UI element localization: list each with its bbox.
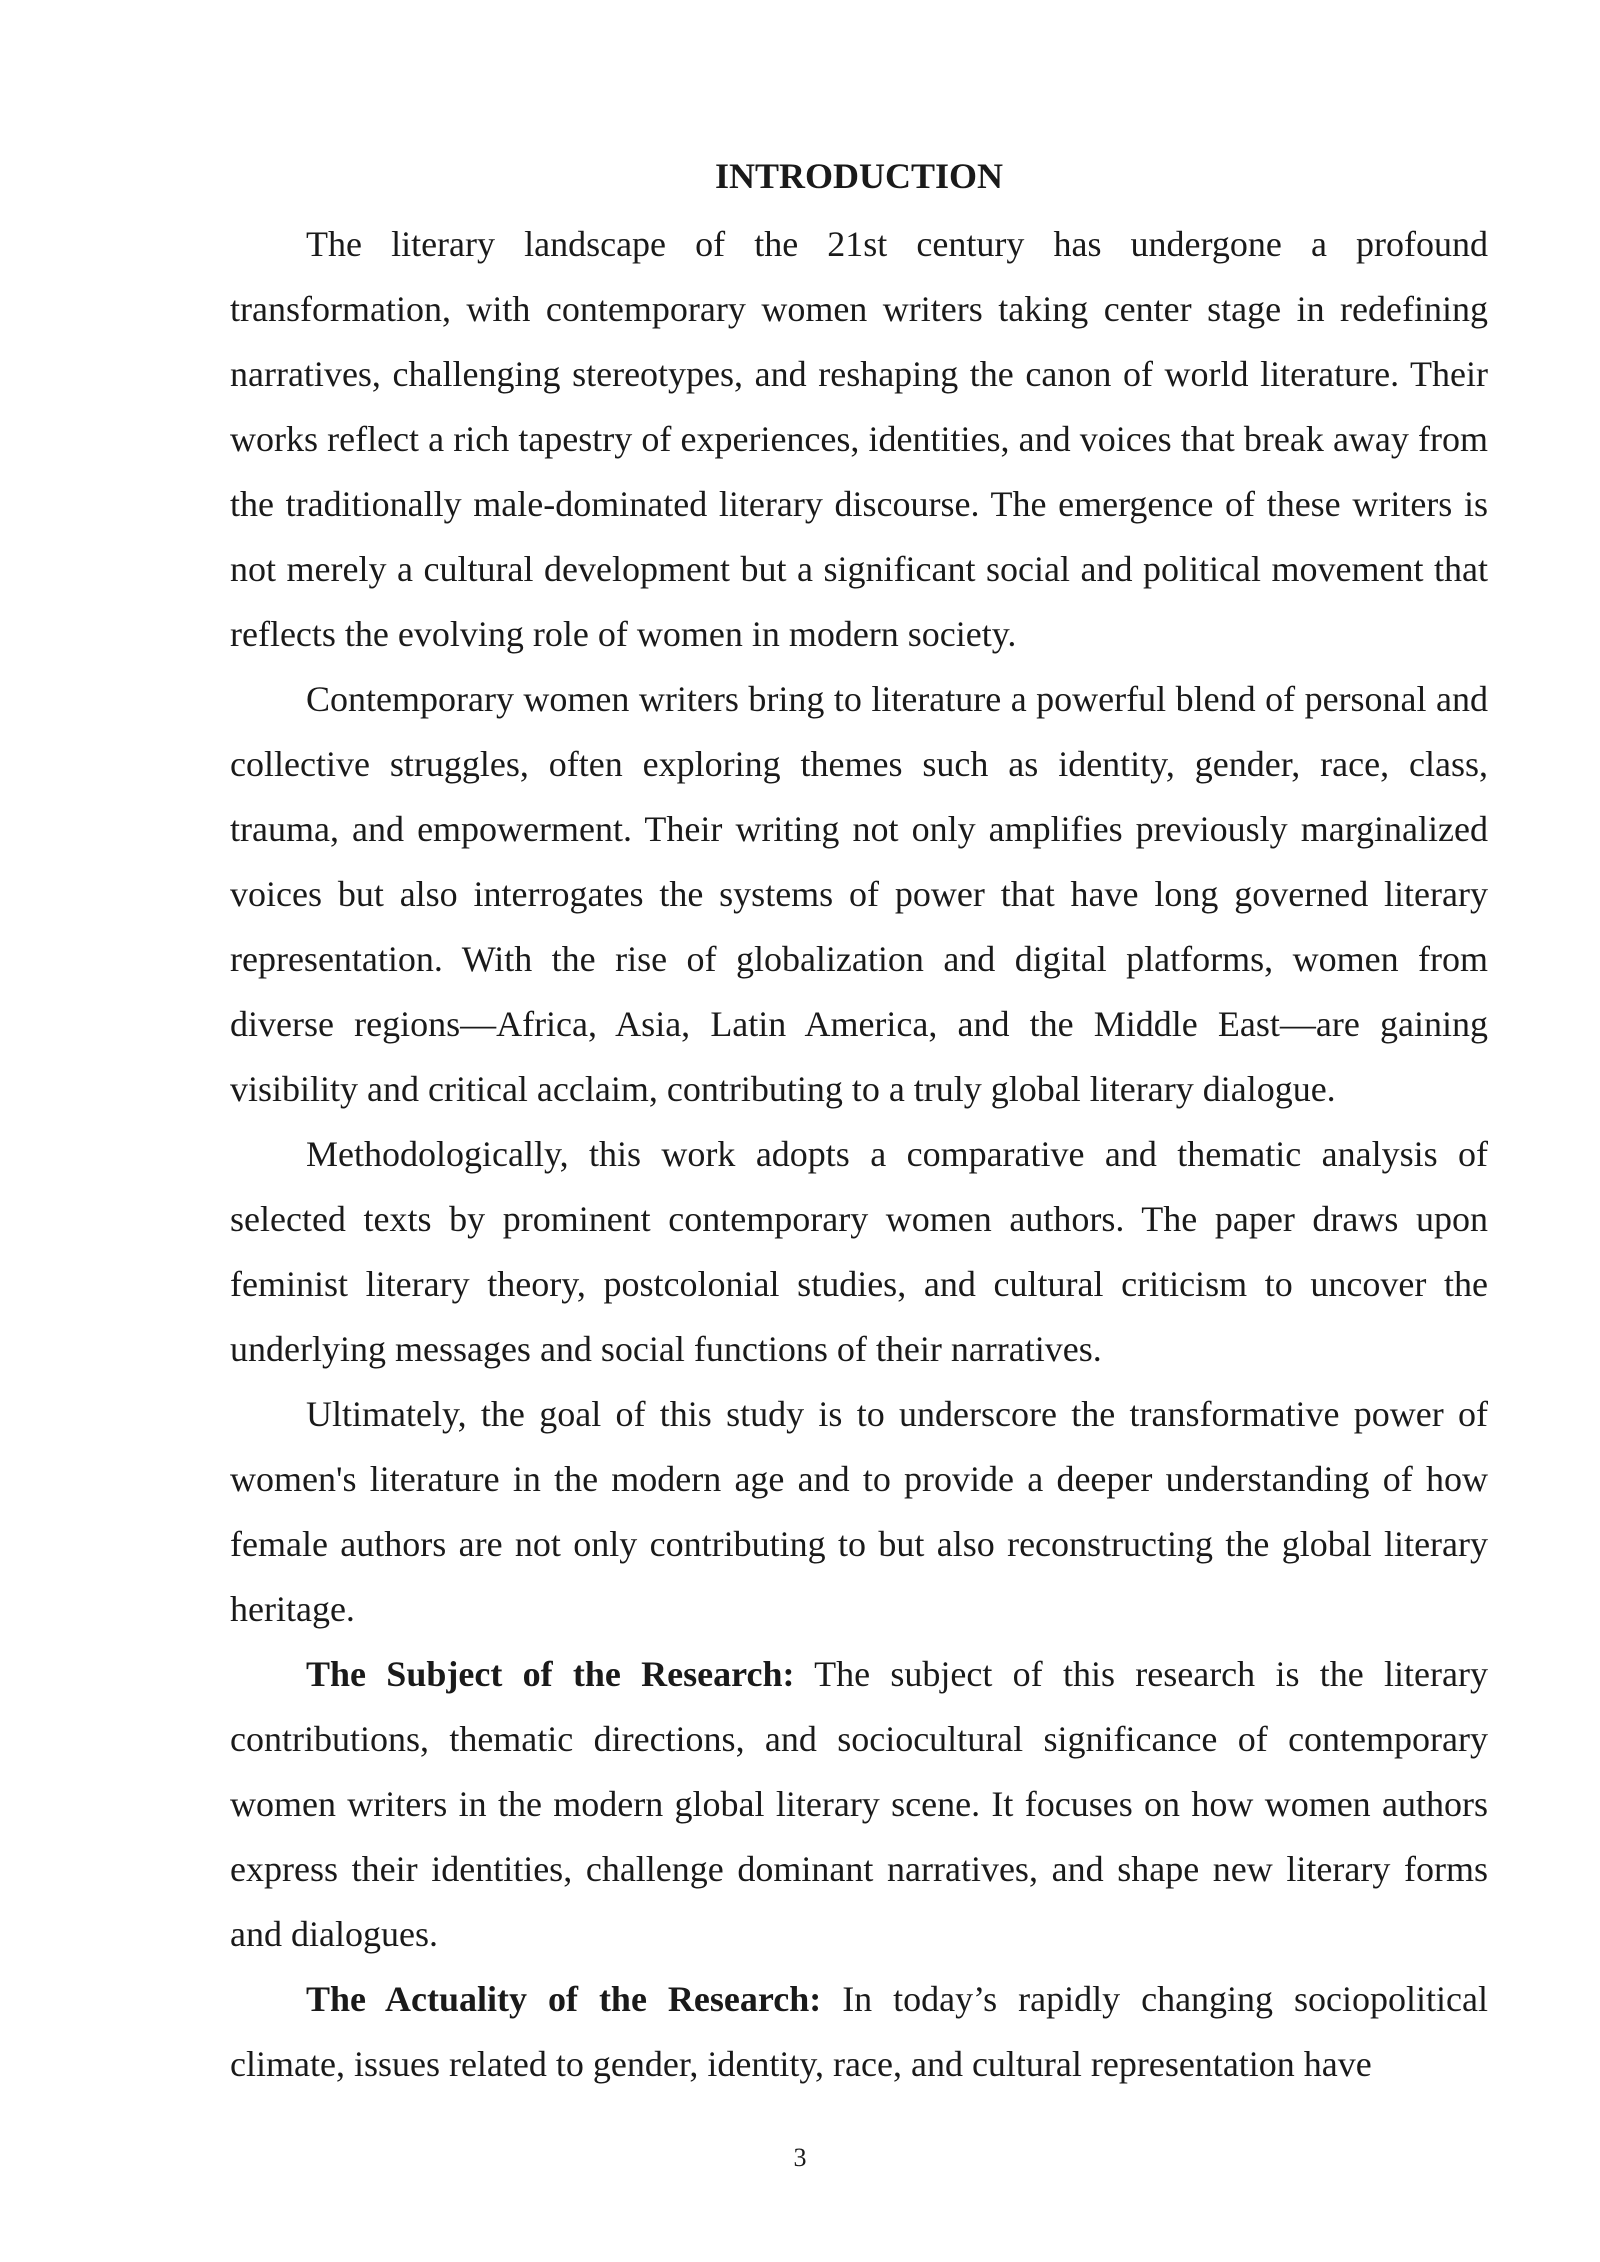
actuality-paragraph [230, 1967, 1488, 2097]
subject-text: The subject of this research is the literary contributions, thematic directions, and sociocultural significance of contemporary women writers in the modern global literary scene. It focuses on how women authors express their identities, challenge dominant narratives, and shape new literary forms and dialogues. [230, 1654, 1488, 1954]
subject-lead: The Subject of the Research: [306, 1654, 795, 1694]
document-page [230, 148, 1488, 2097]
page-number: 3 [793, 2143, 807, 2172]
actuality-lead: The Actuality of the Research: [306, 1979, 822, 2019]
paragraph-4: Ultimately, the goal of this study is to underscore the transformative power of women's literature in the modern age and to provide a deeper understanding of how female authors are not only contributing to but also reconstructing the global literary heritage. [230, 1394, 1488, 1629]
actuality-text: In today’s rapidly changing sociopolitical climate, issues related to gender, identity, race, and cultural representation have [230, 1979, 1488, 2084]
paragraph-1: The literary landscape of the 21st century has undergone a profound transformation, with contemporary women writers taking center stage in redefining narratives, challenging stereotypes, and reshaping the canon of world literature. Their works reflect a rich tapestry of experiences, identities, and voices that break away from the traditionally male-dominated literary discourse. The emergence of these writers is not merely a cultural development but a significant social and political movement that reflects the evolving role of women in modern society. [230, 224, 1488, 654]
paragraph-3: Methodologically, this work adopts a comparative and thematic analysis of selected texts by prominent contemporary women authors. The paper draws upon feminist literary theory, postcolonial studies, and cultural criticism to uncover the underlying messages and social functions of their narratives. [230, 1134, 1488, 1369]
subject-paragraph [230, 1642, 1488, 1967]
section-heading: INTRODUCTION [714, 156, 1004, 196]
paragraph-2: Contemporary women writers bring to literature a powerful blend of personal and collective struggles, often exploring themes such as identity, gender, race, class, trauma, and empowerment. Their writing not only amplifies previously marginalized voices but also interrogates the systems of power that have long governed literary representation. With the rise of globalization and digital platforms, women from diverse regions—Africa, Asia, Latin America, and the Middle East—are gaining visibility and critical acclaim, contributing to a truly global literary dialogue. [230, 679, 1488, 1109]
